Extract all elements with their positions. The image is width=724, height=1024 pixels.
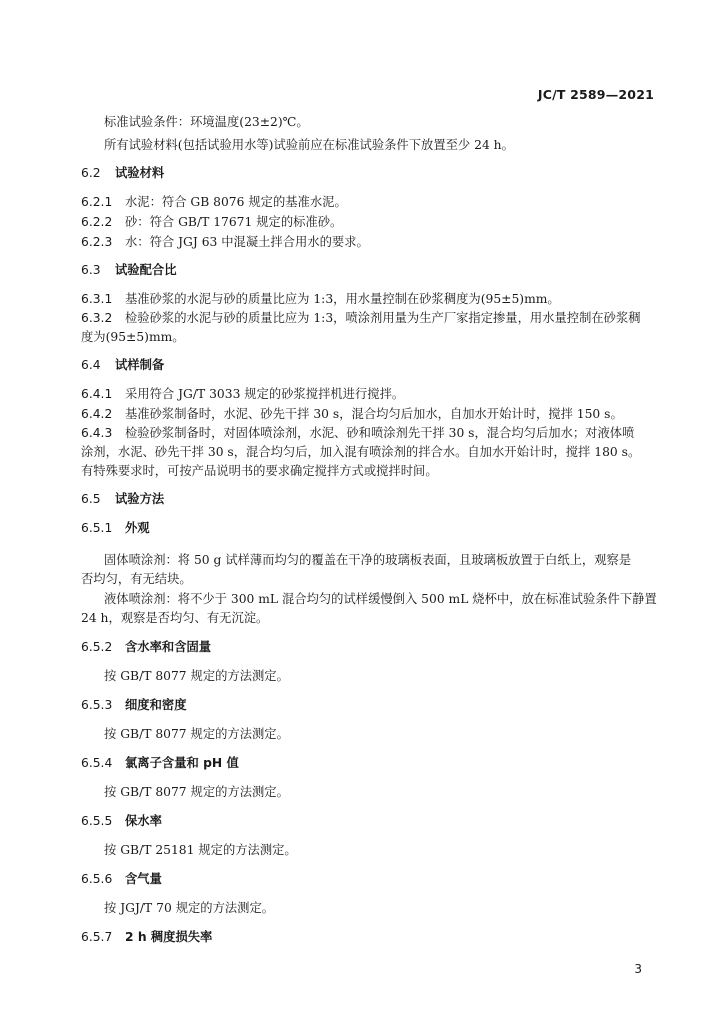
section-heading-6-2 <box>81 165 164 181</box>
section-title: 试验材料 <box>115 166 165 180</box>
clause-text: 检验砂浆的水泥与砂的质量比应为 1:3，喷涂剂用量为生产厂家指定掺量，用水量控制在砂浆稠 <box>125 311 641 325</box>
subsection-number: 6.5.1 <box>81 521 113 535</box>
paragraph-line: 按 GB/T 25181 规定的方法测定。 <box>104 843 297 857</box>
clause-continuation: 涂剂，水泥、砂先干拌 30 s，混合均匀后，加入混有喷涂剂的拌合水。自加水开始计时，搅拌 180 s。 <box>81 445 641 459</box>
subsection-heading-6-5-4 <box>81 755 239 771</box>
paragraph-line: 按 JGJ/T 70 规定的方法测定。 <box>104 901 275 915</box>
subsection-number: 6.5.6 <box>81 872 113 886</box>
clause-number: 6.2.1 <box>81 195 113 209</box>
subsection-number: 6.5.5 <box>81 814 113 828</box>
clause-continuation: 有特殊要求时，可按产品说明书的要求确定搅拌方式或搅拌时间。 <box>81 464 438 478</box>
clause <box>81 386 404 402</box>
subsection-title: 外观 <box>125 521 150 535</box>
subsection-heading-6-5-7 <box>81 929 212 945</box>
paragraph-line: 24 h，观察是否均匀、有无沉淀。 <box>81 611 269 625</box>
clause <box>81 214 342 230</box>
section-heading-6-5 <box>81 491 164 507</box>
subsection-heading-6-5-5 <box>81 813 162 829</box>
clause <box>81 234 369 250</box>
clause-number: 6.3.2 <box>81 311 113 325</box>
clause-number: 6.3.1 <box>81 292 113 306</box>
subsection-number: 6.5.4 <box>81 756 113 770</box>
subsection-title: 2 h 稠度损失率 <box>125 930 213 944</box>
clause-number: 6.2.2 <box>81 215 113 229</box>
clause-text: 水：符合 JGJ 63 中混凝土拌合用水的要求。 <box>125 235 369 249</box>
subsection-number: 6.5.7 <box>81 930 113 944</box>
clause-number: 6.2.3 <box>81 235 113 249</box>
paragraph-line: 按 GB/T 8077 规定的方法测定。 <box>104 785 289 799</box>
subsection-title: 保水率 <box>125 814 162 828</box>
paragraph-line: 按 GB/T 8077 规定的方法测定。 <box>104 669 289 683</box>
paragraph-line: 按 GB/T 8077 规定的方法测定。 <box>104 727 289 741</box>
paragraph-line: 固体喷涂剂：将 50 g 试样薄而均匀的覆盖在干净的玻璃板表面，且玻璃板放置于白纸上，观察是 <box>104 553 632 567</box>
clause <box>81 291 560 307</box>
clause-number: 6.4.3 <box>81 426 113 440</box>
subsection-heading-6-5-2 <box>81 639 211 655</box>
clause-text: 基准砂浆制备时，水泥、砂先干拌 30 s，混合均匀后加水，自加水开始计时，搅拌 150 s。 <box>125 407 623 421</box>
clause <box>81 425 634 441</box>
subsection-title: 含水率和含固量 <box>125 640 212 654</box>
section-number: 6.4 <box>81 358 101 372</box>
subsection-title: 细度和密度 <box>125 698 187 712</box>
section-number: 6.2 <box>81 166 101 180</box>
intro-line: 标准试验条件：环境温度(23±2)℃。 <box>104 115 309 129</box>
clause-text: 砂：符合 GB/T 17671 规定的标准砂。 <box>125 215 343 229</box>
subsection-title: 含气量 <box>125 872 162 886</box>
subsection-title: 氯离子含量和 pH 值 <box>125 756 239 770</box>
subsection-number: 6.5.2 <box>81 640 113 654</box>
clause-continuation: 度为(95±5)mm。 <box>81 330 185 344</box>
paragraph-line: 液体喷涂剂：将不少于 300 mL 混合均匀的试样缓慢倒入 500 mL 烧杯中，放在标准试验条件下静置 <box>104 592 657 606</box>
clause-text: 水泥：符合 GB 8076 规定的基准水泥。 <box>125 195 347 209</box>
clause-number: 6.4.2 <box>81 407 113 421</box>
clause-number: 6.4.1 <box>81 387 113 401</box>
clause-text: 基准砂浆的水泥与砂的质量比应为 1:3，用水量控制在砂浆稠度为(95±5)mm。 <box>125 292 560 306</box>
subsection-heading-6-5-3 <box>81 697 187 713</box>
paragraph-line: 否均匀，有无结块。 <box>81 572 192 586</box>
page-number: 3 <box>634 962 642 976</box>
standard-code: JC/T 2589—2021 <box>537 87 654 102</box>
clause-text: 采用符合 JG/T 3033 规定的砂浆搅拌机进行搅拌。 <box>125 387 405 401</box>
section-number: 6.5 <box>81 492 101 506</box>
subsection-heading-6-5-1 <box>81 520 150 536</box>
section-heading-6-3 <box>81 262 177 278</box>
clause-text: 检验砂浆制备时，对固体喷涂剂，水泥、砂和喷涂剂先干拌 30 s，混合均匀后加水；对液体喷 <box>125 426 635 440</box>
section-title: 试验配合比 <box>115 263 177 277</box>
clause <box>81 406 623 422</box>
clause <box>81 310 641 326</box>
subsection-heading-6-5-6 <box>81 871 162 887</box>
section-title: 试样制备 <box>115 358 165 372</box>
subsection-number: 6.5.3 <box>81 698 113 712</box>
section-number: 6.3 <box>81 263 101 277</box>
clause <box>81 194 347 210</box>
section-heading-6-4 <box>81 357 164 373</box>
section-title: 试验方法 <box>115 492 165 506</box>
intro-line: 所有试验材料(包括试验用水等)试验前应在标准试验条件下放置至少 24 h。 <box>104 138 514 152</box>
